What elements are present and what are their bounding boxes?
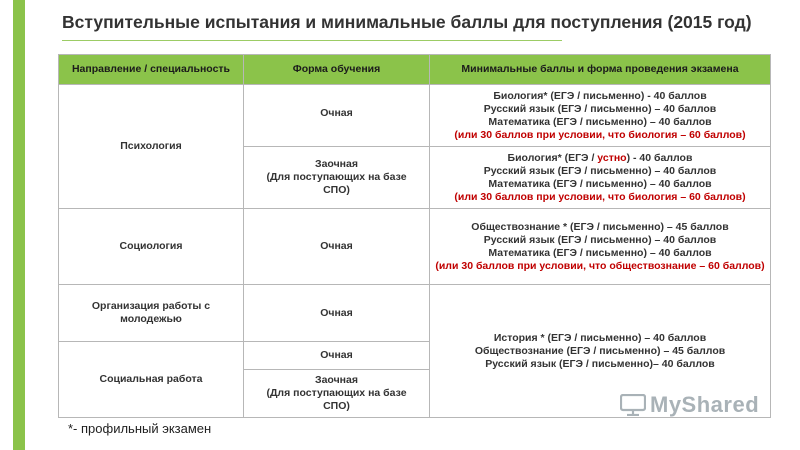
exam-text: Биология* (ЕГЭ / [507, 151, 598, 164]
exam-note: (или 30 баллов при условии, что биология – 60 баллов) [454, 190, 746, 203]
exam-cell [430, 147, 771, 209]
table-row [59, 209, 771, 285]
exam-text: ) - 40 баллов [626, 151, 693, 164]
form-line: (Для поступающих на базе [266, 171, 407, 183]
form-cell: Очная [244, 209, 430, 285]
table-header-row [59, 55, 771, 85]
form-cell: Очная [244, 85, 430, 147]
spec-social-work: Социальная работа [59, 342, 244, 418]
form-cell: Очная [244, 342, 430, 370]
spec-sociology: Социология [59, 209, 244, 285]
form-line: СПО) [323, 400, 350, 412]
form-line: Заочная [315, 374, 358, 386]
exam-oral-highlight: устно [597, 151, 627, 164]
form-line: Заочная [315, 158, 358, 170]
exam-line: История * (ЕГЭ / письменно) – 40 баллов [493, 331, 707, 344]
accent-bar [13, 0, 25, 450]
exam-line: Математика (ЕГЭ / письменно) – 40 баллов [488, 115, 712, 128]
exam-cell [430, 209, 771, 285]
header-direction: Направление / специальность [59, 55, 244, 85]
title-divider [62, 40, 562, 41]
exam-line: Русский язык (ЕГЭ / письменно)– 40 баллов [485, 357, 715, 370]
exam-line: Русский язык (ЕГЭ / письменно) – 40 баллов [483, 233, 717, 246]
presentation-icon [620, 394, 646, 416]
table-row [59, 285, 771, 342]
footnote: *- профильный экзамен [68, 421, 212, 436]
header-form: Форма обучения [244, 55, 430, 85]
table-row [59, 85, 771, 147]
exam-line: Русский язык (ЕГЭ / письменно) – 40 баллов [483, 164, 717, 177]
exam-line: Математика (ЕГЭ / письменно) – 40 баллов [488, 177, 712, 190]
exam-line: Обществознание * (ЕГЭ / письменно) – 45 баллов [471, 220, 729, 233]
watermark-text: MyShared [650, 392, 760, 417]
exam-cell [430, 85, 771, 147]
form-cell [244, 147, 430, 209]
exam-line: Русский язык (ЕГЭ / письменно) – 40 баллов [483, 102, 717, 115]
exam-note: (или 30 баллов при условии, что биология – 60 баллов) [454, 128, 746, 141]
form-line: (Для поступающих на базе [266, 387, 407, 399]
spec-youth-work: Организация работы с молодежью [59, 285, 244, 342]
header-min-scores: Минимальные баллы и форма проведения экзамена [430, 55, 771, 85]
admission-table [58, 54, 771, 418]
exam-note: (или 30 баллов при условии, что обществознание – 60 баллов) [435, 259, 765, 272]
exam-line [434, 152, 766, 165]
form-cell [244, 370, 430, 418]
form-line: СПО) [323, 184, 350, 196]
form-cell: Очная [244, 285, 430, 342]
exam-line: Обществознание (ЕГЭ / письменно) – 45 баллов [474, 344, 726, 357]
exam-line: Биология* (ЕГЭ / письменно) - 40 баллов [493, 89, 707, 102]
spec-psychology: Психология [59, 85, 244, 209]
exam-line: Математика (ЕГЭ / письменно) – 40 баллов [488, 246, 712, 259]
watermark-logo [620, 392, 759, 418]
page-title: Вступительные испытания и минимальные баллы для поступления (2015 год) [62, 12, 752, 32]
